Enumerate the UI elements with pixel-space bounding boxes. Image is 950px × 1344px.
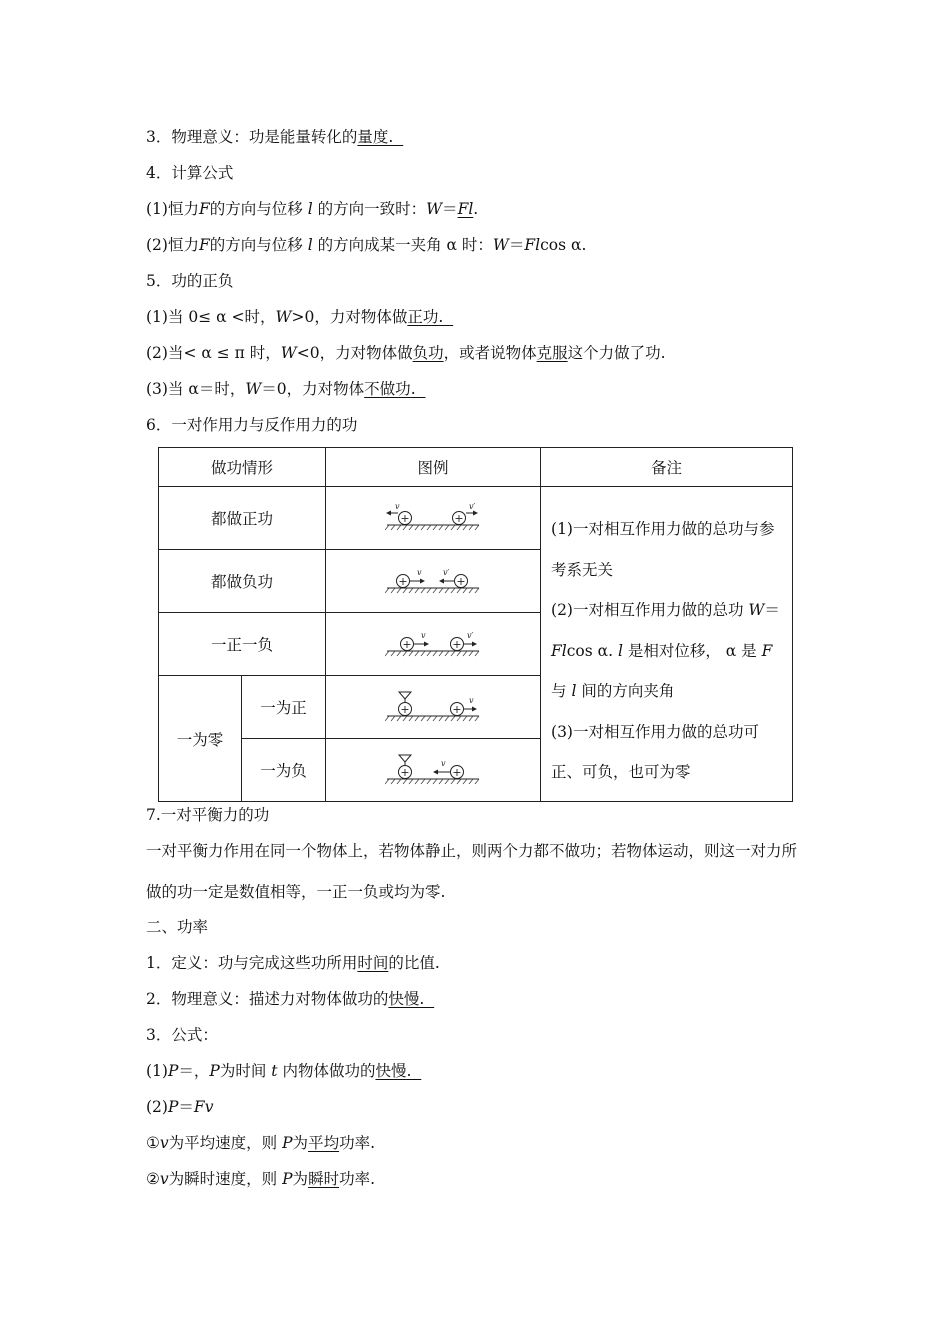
- remarks-cell: [541, 487, 793, 802]
- item-7-heading: 7.一对平衡力的功: [146, 806, 270, 824]
- remark-3: (3)一对相互作用力做的总功可正、可负，也可为零: [551, 722, 759, 781]
- svg-text:v: v: [441, 759, 446, 768]
- diagram-one-pos-one-neg: [326, 613, 541, 676]
- item-3-physical-meaning: 3．物理意义：功是能量转化的量度.: [146, 128, 404, 146]
- remark-2: (2)一对相互作用力做的总功 W＝Flcos α. l 是相对位移， α 是 F与 l 间的方向夹角: [551, 601, 780, 700]
- subcase-one-negative: 一为负: [242, 739, 326, 802]
- power-formula-heading: 3．公式：: [146, 1026, 218, 1044]
- header-diagram: 图例: [326, 448, 541, 487]
- svg-text:v: v: [395, 503, 400, 511]
- svg-text:v: v: [469, 696, 474, 705]
- average-power-case: ①v为平均速度，则 P为平均功率.: [146, 1134, 376, 1152]
- action-reaction-table: [158, 447, 793, 802]
- svg-text:+: +: [400, 512, 410, 525]
- sign-zero: (3)当 α＝时，W＝0，力对物体不做功.: [146, 380, 426, 398]
- item-4-heading: 4．计算公式: [146, 164, 234, 182]
- section-power-heading: 二、功率: [146, 918, 209, 936]
- case-both-positive: 都做正功: [159, 487, 326, 550]
- diagram-one-negative: [326, 739, 541, 802]
- power-definition: 1．定义：功与完成这些功所用时间的比值.: [146, 954, 440, 972]
- diagram-one-positive: [326, 676, 541, 739]
- svg-text:+: +: [452, 638, 462, 651]
- figure-one-positive: [385, 690, 481, 724]
- diagram-both-negative: [326, 550, 541, 613]
- power-meaning: 2．物理意义：描述力对物体做功的快慢.: [146, 990, 435, 1008]
- item-5-heading: 5．功的正负: [146, 272, 234, 290]
- case-one-zero: 一为零: [159, 676, 242, 802]
- svg-text:v′: v′: [443, 568, 450, 577]
- case-both-negative: 都做负功: [159, 550, 326, 613]
- remark-1: (1)一对相互作用力做的总功与参考系无关: [551, 520, 775, 579]
- figure-one-negative: [385, 753, 481, 787]
- formula-2: (2)恒力F的方向与位移 l 的方向成某一夹角 α 时：W＝Flcos α.: [146, 236, 587, 254]
- sign-negative: (2)当< α ≤ π 时，W<0，力对物体做负功，或者说物体克服这个力做了功.: [146, 344, 666, 362]
- power-formula-1: (1)P＝，P为时间 t 内物体做功的快慢.: [146, 1062, 422, 1080]
- sign-positive: (1)当 0≤ α <时，W>0，力对物体做正功.: [146, 308, 454, 326]
- formula-1: (1)恒力F的方向与位移 l 的方向一致时：W＝Fl.: [146, 200, 479, 218]
- svg-text:+: +: [400, 766, 410, 779]
- svg-text:+: +: [452, 703, 462, 716]
- svg-text:v′: v′: [467, 631, 474, 640]
- diagram-both-positive: [326, 487, 541, 550]
- svg-text:+: +: [456, 575, 466, 588]
- instantaneous-power-case: ②v为瞬时速度，则 P为瞬时功率.: [146, 1170, 376, 1188]
- header-remark: 备注: [541, 448, 793, 487]
- figure-both-negative: [385, 566, 481, 596]
- item-6-heading: 6．一对作用力与反作用力的功: [146, 416, 358, 434]
- svg-text:+: +: [452, 766, 462, 779]
- figure-one-pos-one-neg: [385, 629, 481, 659]
- figure-both-positive: [385, 503, 481, 533]
- power-formula-2: (2)P＝Fv: [146, 1098, 214, 1116]
- case-one-pos-one-neg: 一正一负: [159, 613, 326, 676]
- svg-text:v: v: [417, 568, 422, 577]
- svg-text:v′: v′: [469, 503, 476, 511]
- svg-text:+: +: [402, 638, 412, 651]
- subcase-one-positive: 一为正: [242, 676, 326, 739]
- svg-text:+: +: [398, 575, 408, 588]
- header-case: 做功情形: [159, 448, 326, 487]
- balanced-force-paragraph: 一对平衡力作用在同一个物体上，若物体静止，则两个力都不做功；若物体运动，则这一对力所做的功一定是数值相等，一正一负或均为零.: [146, 842, 798, 901]
- svg-text:+: +: [454, 512, 464, 525]
- svg-text:+: +: [400, 703, 410, 716]
- svg-text:v: v: [421, 631, 426, 640]
